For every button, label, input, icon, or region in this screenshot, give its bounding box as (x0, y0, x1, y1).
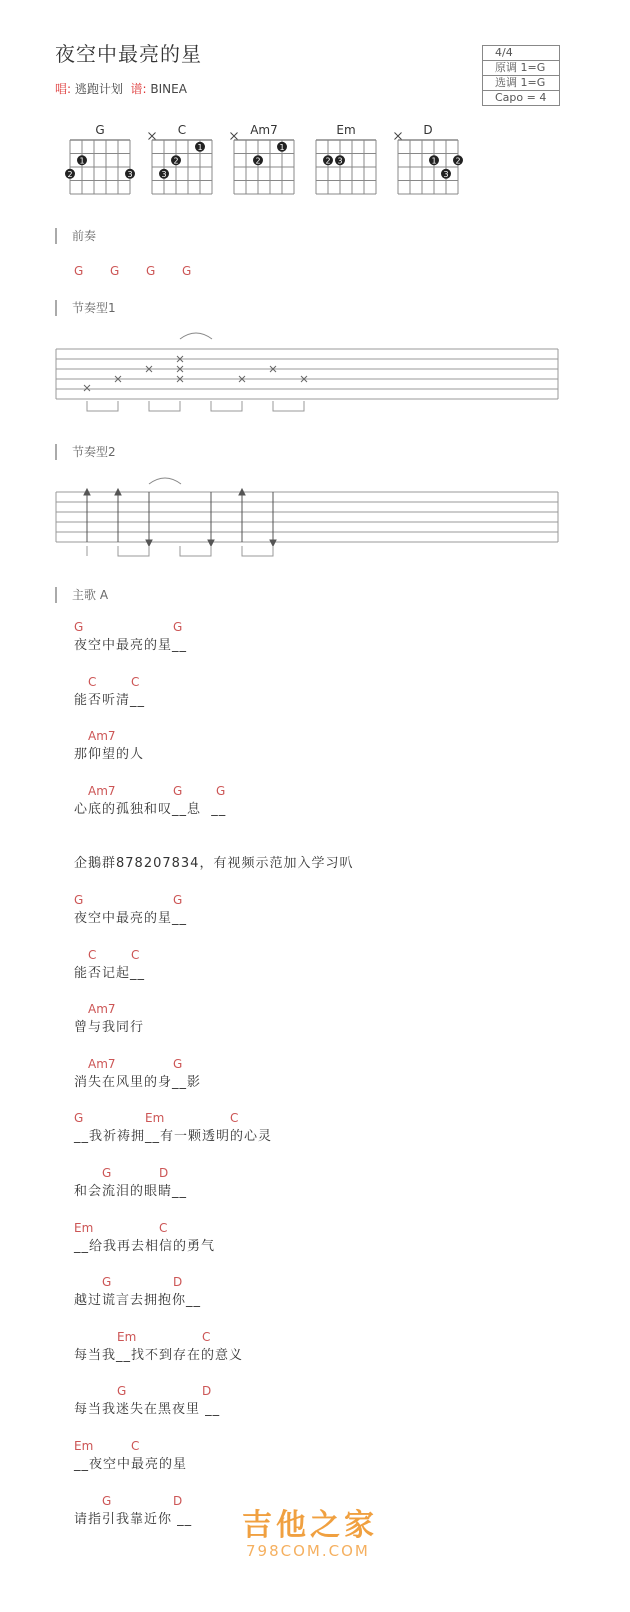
finger-number: 1 (79, 156, 85, 166)
lyric-chord: G (173, 893, 183, 907)
section-label-rhythm-2: 节奏型2 (55, 444, 116, 460)
finger-number: 3 (127, 169, 133, 179)
lyric-chord: D (202, 1384, 212, 1398)
muted-string-mark (231, 133, 238, 140)
lyric-chord: G (117, 1384, 127, 1398)
lyric-chord: C (131, 675, 140, 689)
finger-number: 2 (455, 156, 461, 166)
lyric-line: 能否记起__ (74, 966, 146, 981)
lyric-chord: C (230, 1111, 239, 1125)
lyric-chord: D (173, 1494, 183, 1508)
intro-chord: G (182, 264, 192, 278)
lyric-chord: G (74, 620, 84, 634)
lyric-line: 心底的孤独和叹__息 __ (74, 802, 227, 817)
lyric-chord: C (88, 948, 97, 962)
intro-chords (74, 264, 218, 278)
lyric-chord: G (173, 620, 183, 634)
finger-number: 3 (443, 169, 449, 179)
section-label-intro: 前奏 (55, 228, 96, 244)
lyric-chord: G (74, 893, 84, 907)
song-title: 夜空中最亮的星 (55, 42, 202, 66)
intro-chord: G (74, 264, 84, 278)
lyric-chord: D (173, 1275, 183, 1289)
chord-diagram-c (149, 123, 213, 194)
lyric-line: __夜空中最亮的星 (74, 1457, 188, 1472)
selected-key: 选调 1=G (483, 76, 559, 91)
watermark-logo (242, 1500, 378, 1560)
chord-diagrams (0, 118, 630, 202)
chord-name: C (177, 123, 187, 137)
lyric-chord: Am7 (88, 784, 116, 798)
lyric-chord: Em (74, 1439, 94, 1453)
singer-label: 唱: (55, 82, 72, 96)
lyric-line: 夜空中最亮的星__ (74, 911, 188, 926)
lyric-line: 越过谎言去拥抱你__ (74, 1293, 202, 1308)
original-key: 原调 1=G (483, 61, 559, 76)
chord-name: G (95, 123, 105, 137)
lyric-chord: C (88, 675, 97, 689)
lyric-line: 那仰望的人 (74, 747, 145, 762)
muted-string-mark (395, 133, 402, 140)
lyric-chord: Em (145, 1111, 165, 1125)
lyric-chord: Am7 (88, 729, 116, 743)
time-signature: 4/4 (483, 46, 559, 61)
lyric-line: 请指引我靠近你 __ (74, 1512, 193, 1527)
lyric-line: __给我再去相信的勇气 (74, 1239, 216, 1254)
muted-string-mark (149, 133, 156, 140)
capo-info: Capo = 4 (495, 91, 547, 104)
lyric-chord: D (159, 1166, 169, 1180)
lyric-chord: Em (74, 1221, 94, 1235)
finger-number: 2 (325, 156, 331, 166)
arranger-label: 谱: (130, 82, 147, 96)
lyric-line: 曾与我同行 (74, 1020, 145, 1035)
chord-name: Em (336, 123, 356, 137)
chord-name: Am7 (250, 123, 278, 137)
key-info-box (482, 45, 560, 106)
lyric-line: 每当我迷失在黑夜里 __ (74, 1402, 221, 1417)
finger-number: 1 (197, 142, 203, 152)
chord-diagram-am7 (231, 123, 295, 194)
finger-number: 2 (173, 156, 179, 166)
lyric-line: 企鵝群878207834，有视频示范加入学习叭 (74, 856, 354, 871)
section-label-verse-a: 主歌 A (55, 587, 108, 603)
watermark-main: 吉他之家 (242, 1508, 378, 1543)
lyric-chord: C (131, 1439, 140, 1453)
finger-number: 2 (67, 169, 73, 179)
lyric-line: 能否听清__ (74, 693, 146, 708)
arranger-name: BINEA (150, 82, 187, 96)
lyric-chord: G (173, 1057, 183, 1071)
lyric-chord: C (131, 948, 140, 962)
finger-number: 3 (337, 156, 343, 166)
intro-chord: G (146, 264, 156, 278)
intro-chord: G (110, 264, 120, 278)
lyric-chord: C (159, 1221, 168, 1235)
lyric-line: __我祈祷拥__有一颗透明的心灵 (74, 1129, 273, 1144)
finger-number: 3 (161, 169, 167, 179)
lyric-chord: G (102, 1494, 112, 1508)
lyric-chord: Am7 (88, 1057, 116, 1071)
section-label-rhythm-1: 节奏型1 (55, 300, 116, 316)
lyric-line: 消失在风里的身__影 (74, 1075, 202, 1090)
lyric-chord: G (216, 784, 226, 798)
lyric-line: 和会流泪的眼睛__ (74, 1184, 188, 1199)
finger-number: 1 (279, 142, 285, 152)
finger-number: 1 (431, 156, 437, 166)
lyric-line: 夜空中最亮的星__ (74, 638, 188, 653)
lyric-chord: Am7 (88, 1002, 116, 1016)
song-credits (55, 80, 187, 97)
chord-diagram-em (316, 123, 376, 194)
lyric-chord: C (202, 1330, 211, 1344)
rhythm-pattern-2 (0, 470, 630, 565)
chord-diagram-d (395, 123, 464, 194)
lyric-chord: G (74, 1111, 84, 1125)
lyric-line: 每当我__找不到存在的意义 (74, 1348, 244, 1363)
rhythm-pattern-1 (0, 325, 630, 420)
finger-number: 2 (255, 156, 261, 166)
watermark-sub: 798COM.COM (246, 1542, 370, 1560)
lyric-chord: Em (117, 1330, 137, 1344)
chord-diagram-g (65, 123, 135, 194)
lyric-chord: G (102, 1166, 112, 1180)
chord-name: D (423, 123, 433, 137)
singer-name: 逃跑计划 (74, 82, 123, 96)
lyric-chord: G (173, 784, 183, 798)
lyric-chord: G (102, 1275, 112, 1289)
